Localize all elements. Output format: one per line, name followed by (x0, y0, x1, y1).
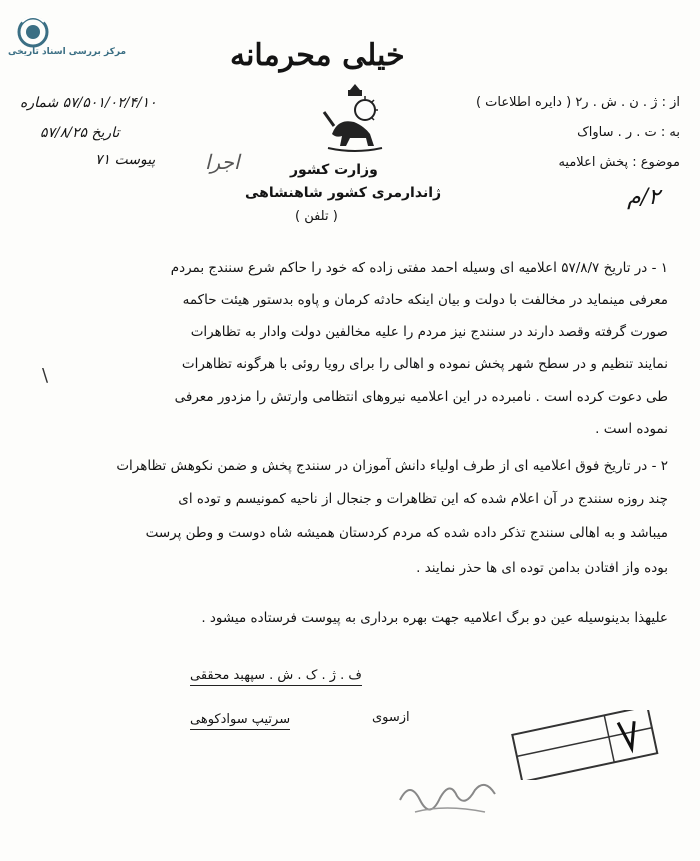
body-line: ۲ - در تاریخ فوق اعلامیه ای از طرف اولیاء دانش آموزان در سنندج پخش و ضمن نکوهش تظاهرات (116, 458, 668, 474)
handwritten-side-note: اجرا (205, 150, 240, 174)
body-line: بوده واز افتادن بدامن توده ای ها حذر نمایند . (416, 560, 668, 576)
reference-number: ۵۷/۵۰۱/۰۲/۴/۱۰ شماره (20, 95, 157, 111)
body-line: صورت گرفته وقصد دارند در سنندج نیز مردم را علیه مخالفین دولت وادار به تظاهرات (190, 324, 668, 340)
body-line: میباشد و به اهالی سنندج تذکر داده شده که مردم کردستان همیشه شاه دوست و وطن پرست (145, 525, 668, 541)
body-line: طی دعوت کرده است . نامبرده در این اعلامیه نیروهای انتظامی وارتش را مزدور معرفی (174, 389, 668, 405)
margin-mark: \ (42, 365, 49, 386)
document-date: تاریخ ۵۷/۸/۲۵ (40, 125, 120, 141)
sender-line: از : ژ . ن . ش . ر۲ ( دایره اطلاعات ) (475, 95, 680, 110)
attachment-note: پیوست ۷۱ (95, 152, 156, 168)
body-line: ۱ - در تاریخ ۵۷/۸/۷ اعلامیه ای وسیله احمد مفتی زاده که خود را حاکم شرع سنندج بمردم (170, 260, 668, 276)
subject-line: موضوع : پخش اعلامیه (558, 155, 680, 170)
archive-logo-icon (8, 10, 98, 70)
body-line: معرفی مینماید در مخالفت با دولت و بیان اینکه حادثه کرمان و پاوه بدستور هیئت حاکمه (182, 292, 668, 308)
lion-and-sun-emblem-icon (320, 82, 390, 154)
classification-heading: خیلی محرمانه (230, 38, 405, 73)
marginal-number: ۲/م (627, 185, 660, 210)
recipient-line: به : ت . ر . ساواک (577, 125, 680, 140)
signatory-line: ف . ژ . ک . ش . سپهبد محققی (190, 668, 362, 686)
closing-line: علیهذا بدینوسیله عین دو برگ اعلامیه جهت بهره برداری به پیوست فرستاده میشود . (201, 610, 668, 626)
body-line: نمایند تنظیم و در سطح شهر پخش نموده و اهالی را برای رویا روئی با هرگونه تظاهرات (181, 356, 668, 372)
ministry-name: وزارت کشور (290, 162, 378, 178)
signatory-name: سرتیپ سوادکوهی (190, 712, 290, 730)
watermark-text: مرکز بررسی اسناد تاریخی (8, 47, 127, 57)
handwritten-scribble (395, 760, 505, 820)
organization-name: ژاندارمری کشور شاهنشاهی (245, 185, 442, 201)
body-line: چند روزه سنندج در آن اعلام شده که این تظاهرات و جنجال از ناحیه کمونیسم و توده ای (178, 491, 668, 507)
receipt-stamp (510, 710, 660, 780)
phone-label: ( تلفن ) (295, 209, 338, 224)
on-behalf-label: ازسوی (372, 710, 410, 725)
body-line: نموده است . (595, 421, 668, 437)
